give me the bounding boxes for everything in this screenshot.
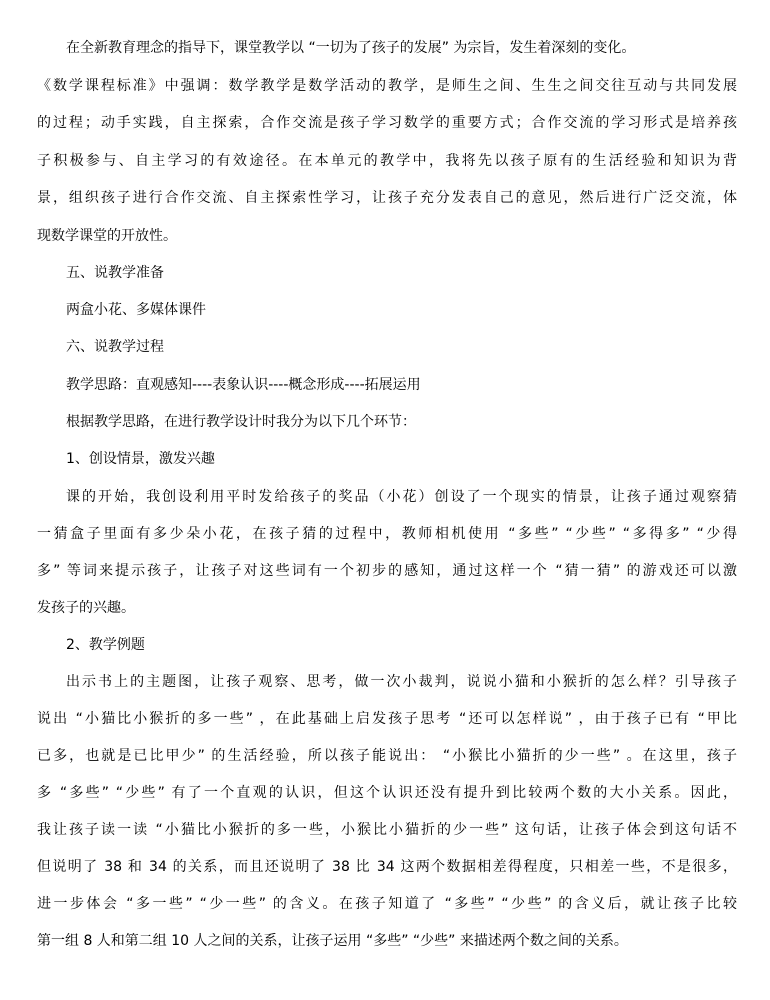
paragraph-line: 的过程；动手实践，自主探索，合作交流是孩子学习数学的重要方式；合作交流的学习形式是培养孩 [37, 115, 737, 131]
paragraph-line: 两盒小花、多媒体课件 [66, 302, 206, 318]
paragraph-line: 发孩子的兴趣。 [37, 600, 135, 616]
paragraph-line: 我让孩子读一读 “小猫比小猴折的多一些，小猴比小猫折的少一些” 这句话，让孩子体会到这句话不 [37, 822, 737, 838]
paragraph-line: 第一组 8 人和第二组 10 人之间的关系，让孩子运用 “多些” “少些” 来描述两个数之间的关系。 [37, 933, 628, 949]
paragraph-line: 在全新教育理念的指导下，课堂教学以 “一切为了孩子的发展” 为宗旨，发生着深刻的变化。 [66, 40, 636, 56]
section-heading: 五、说教学准备 [66, 265, 164, 281]
paragraph-line: 现数学课堂的开放性。 [37, 228, 177, 244]
paragraph-line: 《数学课程标准》中强调：数学教学是数学活动的教学，是师生之间、生生之间交往互动与共同发展 [37, 78, 737, 94]
paragraph-line: 多 “多些” “少些” 有了一个直观的认识，但这个认识还没有提升到比较两个数的大小关系。因此， [37, 785, 737, 801]
paragraph-line: 教学思路：直观感知----表象认识----概念形成----拓展运用 [66, 377, 421, 393]
paragraph-line: 多” 等词来提示孩子，让孩子对这些词有一个初步的感知，通过这样一个 “猜一猜” 的游戏还可以激 [37, 563, 737, 579]
paragraph-line: 课的开始，我创设利用平时发给孩子的奖品（小花）创设了一个现实的情景，让孩子通过观察猜 [66, 489, 737, 505]
paragraph-line: 进一步体会 “多一些” “少一些” 的含义。在孩子知道了 “多些” “少些” 的含义后，就让孩子比较 [37, 896, 737, 912]
subsection-heading: 2、教学例题 [66, 637, 145, 653]
paragraph-line: 子积极参与、自主学习的有效途径。在本单元的教学中，我将先以孩子原有的生活经验和知识为背 [37, 153, 737, 169]
paragraph-line: 景，组织孩子进行合作交流、自主探索性学习，让孩子充分发表自己的意见，然后进行广泛交流，体 [37, 190, 737, 206]
paragraph-line: 根据教学思路，在进行教学设计时我分为以下几个环节： [66, 414, 416, 430]
paragraph-line: 已多，也就是已比甲少” 的生活经验，所以孩子能说出： “小猴比小猫折的少一些” 。在这里，孩子 [37, 748, 737, 764]
paragraph-line: 说出 “小猫比小猴折的多一些” ，在此基础上启发孩子思考 “还可以怎样说” ，由于孩子已有 “甲比 [37, 711, 737, 727]
subsection-heading: 1、创设情景，激发兴趣 [66, 451, 215, 467]
paragraph-line: 一猜盒子里面有多少朵小花，在孩子猜的过程中，教师相机使用 “多些” “少些” “多得多” “少得 [37, 526, 737, 542]
paragraph-line: 出示书上的主题图，让孩子观察、思考，做一次小裁判，说说小猫和小猴折的怎么样？引导孩子 [66, 674, 737, 690]
paragraph-line: 但说明了 38 和 34 的关系，而且还说明了 38 比 34 这两个数据相差得程度，只相差一些，不是很多， [37, 859, 737, 875]
section-heading: 六、说教学过程 [66, 339, 164, 355]
